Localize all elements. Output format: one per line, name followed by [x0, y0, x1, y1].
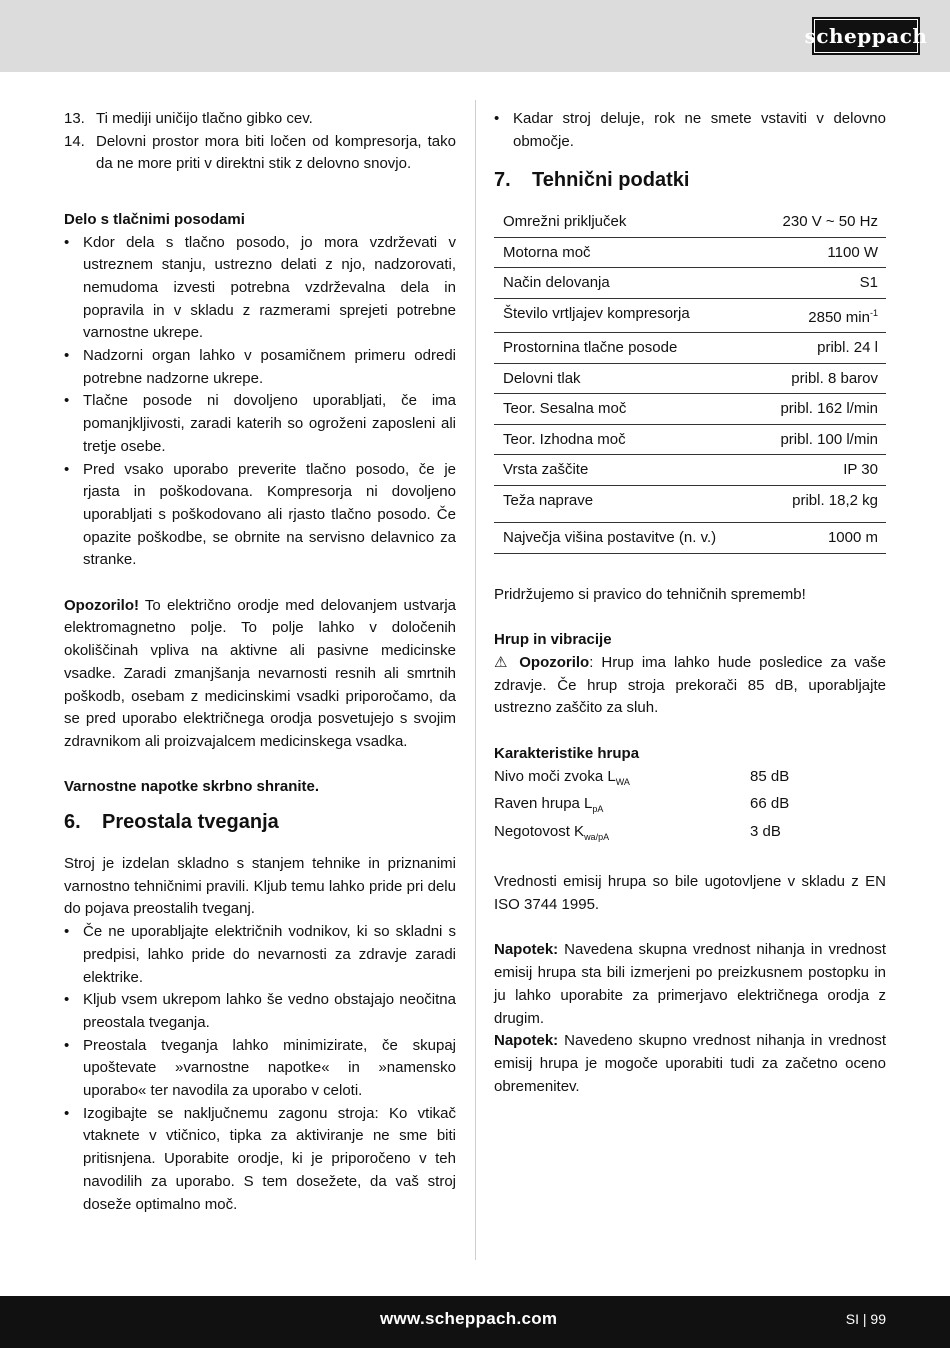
technical-changes-note: Pridržujemo si pravico do tehničnih sprememb!	[494, 585, 806, 603]
noise-characteristics-heading: Karakteristike hrupa	[494, 744, 640, 762]
table-row: Prostornina tlačne posode pribl. 24 l	[494, 333, 886, 364]
list-item: • Kadar stroj deluje, rok ne smete vstaviti v delovno območje.	[494, 110, 886, 150]
table-row: Motorna moč 1100 W	[494, 237, 886, 268]
page-header	[0, 0, 950, 72]
section-6-heading: 6. Preostala tveganja	[64, 811, 279, 834]
section-6-intro: Stroj je izdelan skladno s stanjem tehnike in priznanimi varnostno tehničnimi pravili. Kljub temu lahko pride pri delu do pojava preostalih tveganj.	[64, 855, 456, 918]
list-item: • Kljub vsem ukrepom lahko še vedno obstajajo neočitna preostala tveganja.	[64, 991, 456, 1031]
table-row: Teža naprave pribl. 18,2 kg	[494, 485, 886, 523]
list-item: • Če ne uporabljajte električnih vodnikov, ki so skladni s predpisi, lahko pride do nevarnosti za zdravje zaradi elektrike.	[64, 923, 456, 986]
noise-vibration-heading: Hrup in vibracije	[494, 631, 612, 649]
note-paragraph: Napotek: Navedeno skupno vrednost nihanja in vrednost emisij hrupa je mogoče uporabiti tudi za začetno oceno obremenitev.	[494, 1032, 886, 1095]
column-divider	[475, 100, 476, 1260]
emf-warning-paragraph: Opozorilo! To električno orodje med delovanjem ustvarja elektromagnetno polje. To polje lahko v določenih okoliščinah vpliva na aktivne ali pasivne medicinske vsadke. Zaradi zmanjšanja nevarnosti resnih ali smrtnih poškodb, osebam z medicinskimi vsadki priporočamo, da se pred uporabo električnega orodja posvetujejo s svojim zdravnikom ali proizvajalcem medicinskega vsadka.	[64, 596, 456, 750]
table-row: Število vrtljajev kompresorja 2850 $\min^{-1}$	[494, 298, 886, 333]
keep-notes-text: Varnostne napotke skrbno shranite.	[64, 778, 320, 796]
left-column	[64, 108, 456, 1216]
table-row: Omrežni priključek 230 V ~ 50 Hz	[494, 207, 886, 237]
pressure-vessels-heading: Delo s tlačnimi posodami	[64, 210, 245, 228]
right-column	[494, 108, 886, 1098]
list-item: • Izogibajte se naključnemu zagonu stroja: Ko vtikač vtaknete v vtičnico, tipka za aktiviranje ne sme biti pritisnjena. Uporabite orodje, ki je priporočeno v teh navodilih za uporabo. S tem dosežete, da vaš stroj doseže optimalno moč.	[64, 1104, 456, 1213]
emission-values-text: Vrednosti emisij hrupa so bile ugotovljene v skladu z EN ISO 3744 1995.	[494, 873, 886, 913]
section-7-heading: 7. Tehnični podatki	[494, 169, 690, 192]
noise-warning-paragraph: ⚠ Opozorilo: Hrup ima lahko hude posledice za vaše zdravje. Če hrup stroja prekorači 85 dB, uporabljajte ustrezno zaščito za sluh.	[494, 654, 887, 717]
table-row: Način delovanja S1	[494, 268, 886, 299]
page-footer	[0, 1296, 950, 1348]
warning-triangle-icon: ⚠	[494, 654, 512, 671]
noise-values: Nivo moči zvoka $L_{WA}$ 85 dB Raven hrupa $L_{pA}$ 66 dB Negotovost $K_{wa/pA}$ 3 dB	[494, 767, 790, 842]
list-item: 13. Ti mediji uničijo tlačno gibko cev.	[64, 110, 313, 127]
page-number: SI | 99	[845, 1311, 886, 1327]
note-paragraph: Napotek: Navedena skupna vrednost nihanja in vrednost emisij hrupa sta bili izmerjeni po preizkusnem postopku in ju lahko uporabite za primerjavo električnega orodja z drugim.	[494, 941, 886, 1027]
brand-logo: scheppach	[812, 17, 920, 55]
list-item: • Kdor dela s tlačno posodo, jo mora vzdrževati v ustreznem stanju, ustrezno delati z njo, nadzorovati, nemudoma izvesti potrebna vzdrževalna dela in popravila in v skladu z razmerami sprejeti potrebne varnostne ukrepe.	[64, 233, 456, 342]
tech-specs-table	[494, 207, 886, 554]
table-row: Teor. Sesalna moč pribl. 162 l/min	[494, 394, 886, 425]
list-item: • Pred vsako uporabo preverite tlačno posodo, če je rjasta in poškodovana. Kompresorja ni dovoljeno uporabljati s poškodovano ali rjasto tlačno posodo. Če opazite poškodbe, se obrnite na servisno delavnico za stranke.	[64, 460, 456, 569]
table-row: Vrsta zaščite IP 30	[494, 455, 886, 486]
list-item: • Nadzorni organ lahko v posamičnem primeru odredi potrebne nadzorne ukrepe.	[64, 347, 456, 387]
list-item: • Preostala tveganja lahko minimizirate, če skupaj upoštevate »varnostne napotke« in »namensko uporabo« ter navodila za uporabo v celoti.	[64, 1036, 456, 1100]
list-item: • Tlačne posode ni dovoljeno uporabljati, če ima pomanjkljivosti, zaradi katerih so ogroženi zaposleni ali tretje osebe.	[64, 392, 456, 455]
table-row: Delovni tlak pribl. 8 barov	[494, 363, 886, 394]
warning-label: Opozorilo!	[64, 596, 139, 614]
website-link[interactable]: www.scheppach.com	[380, 1309, 558, 1328]
table-row: Največja višina postavitve (n. v.) 1000 m	[494, 523, 886, 554]
list-item: 14. Delovni prostor mora biti ločen od kompresorja, tako da ne more priti v direktni stik z delovno snovjo.	[64, 132, 456, 173]
table-row: Teor. Izhodna moč pribl. 100 l/min	[494, 424, 886, 455]
